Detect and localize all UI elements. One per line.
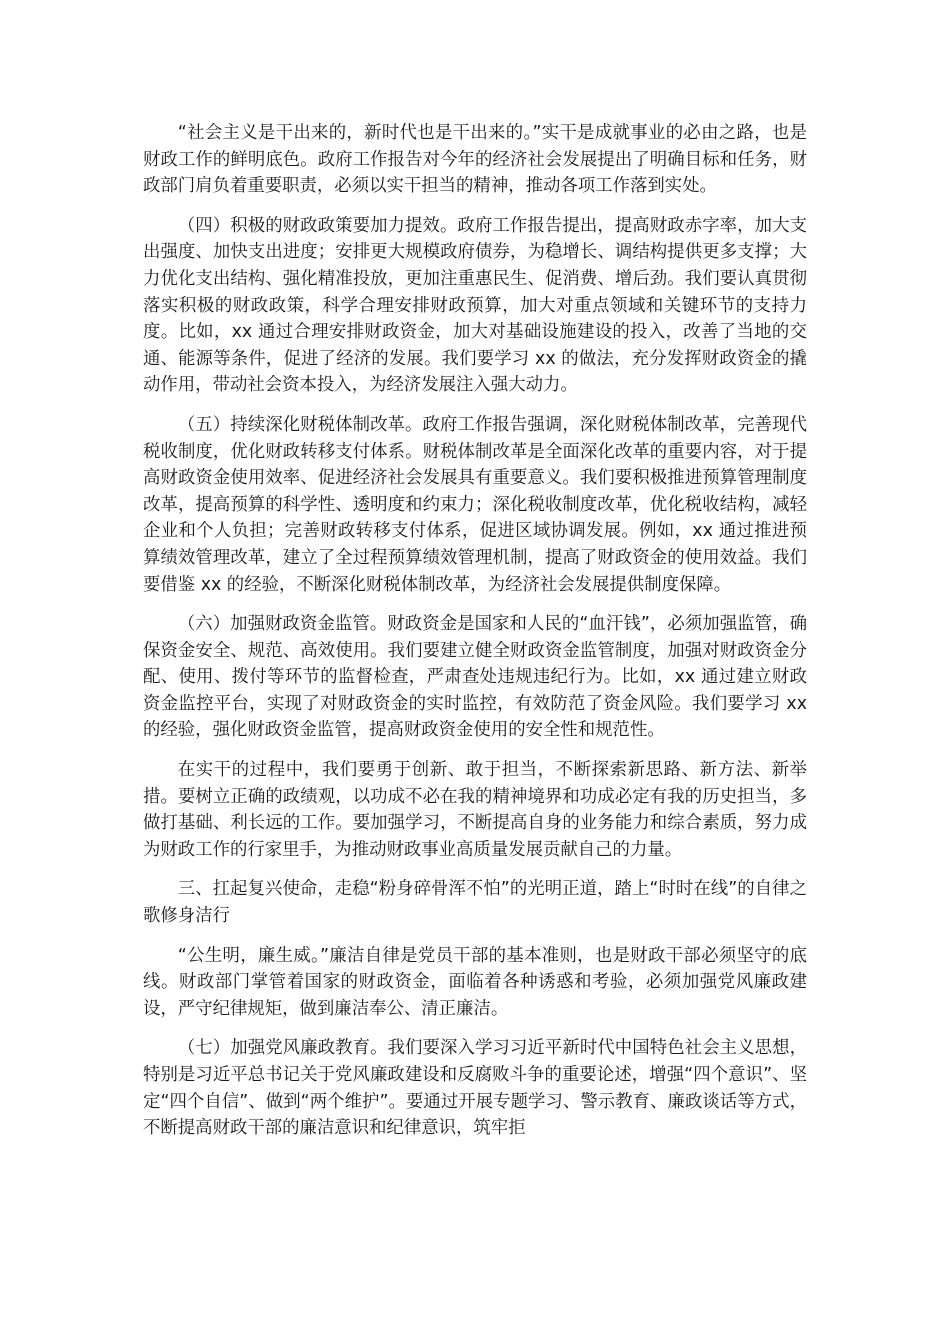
document-body	[143, 120, 807, 1155]
paragraph-integrity-intro: “公生明，廉生威。”廉洁自律是党员干部的基本准则，也是财政干部必须坚守的底线。财政部门掌管着国家的财政资金，面临着各种诱惑和考验，必须加强党风廉政建设，严守纪律规矩，做到廉洁奉公、清正廉洁。	[143, 945, 807, 1019]
paragraph-section-five: （五）持续深化财税体制改革。政府工作报告强调，深化财税体制改革，完善现代税收制度，优化财政转移支付体系。财税体制改革是全面深化改革的重要内容，对于提高财政资金使用效率、促进经济社会发展具有重要意义。我们要积极推进预算管理制度改革，提高预算的科学性、透明度和约束力；深化税收制度改革，优化税收结构，减轻企业和个人负担；完善财政转移支付体系，促进区域协调发展。例如，xx 通过推进预算绩效管理改革，建立了全过程预算绩效管理机制，提高了财政资金的使用效益。我们要借鉴 xx 的经验，不断深化财税体制改革，为经济社会发展提供制度保障。	[143, 414, 807, 595]
paragraph-section-six: （六）加强财政资金监管。财政资金是国家和人民的“血汗钱”，必须加强监管，确保资金安全、规范、高效使用。我们要建立健全财政资金监管制度，加强对财政资金分配、使用、拨付等环节的监督检查，严肃查处违规违纪行为。比如，xx 通过建立财政资金监控平台，实现了对财政资金的实时监控，有效防范了资金风险。我们要学习 xx 的经验，强化财政资金监管，提高财政资金使用的安全性和规范性。	[143, 614, 807, 741]
paragraph-intro-practical-work: “社会主义是干出来的，新时代也是干出来的。”实干是成就事业的必由之路，也是财政工作的鲜明底色。政府工作报告对今年的经济社会发展提出了明确目标和任务，财政部门肩负着重要职责，必须以实干担当的精神，推动各项工作落到实处。	[143, 123, 807, 197]
paragraph-section-seven: （七）加强党风廉政教育。我们要深入学习习近平新时代中国特色社会主义思想，特别是习近平总书记关于党风廉政建设和反腐败斗争的重要论述，增强“四个意识”、坚定“四个自信”、做到“两个维护”。要通过开展专题学习、警示教育、廉政谈话等方式，不断提高财政干部的廉洁意识和纪律意识，筑牢拒	[143, 1038, 807, 1139]
section-heading-three: 三、扛起复兴使命，走稳“粉身碎骨浑不怕”的光明正道，踏上“时时在线”的自律之歌修身洁行	[143, 879, 807, 927]
paragraph-practical-summary: 在实干的过程中，我们要勇于创新、敢于担当，不断探索新思路、新方法、新举措。要树立正确的政绩观，以功成不必在我的精神境界和功成必定有我的历史担当，多做打基础、利长远的工作。要加强学习，不断提高自身的业务能力和综合素质，努力成为财政工作的行家里手，为推动财政事业高质量发展贡献自己的力量。	[143, 760, 807, 860]
paragraph-section-four: （四）积极的财政政策要加力提效。政府工作报告提出，提高财政赤字率，加大支出强度、加快支出进度；安排更大规模政府债券，为稳增长、调结构提供更多支撑；大力优化支出结构、强化精准投放，更加注重惠民生、促消费、增后劲。我们要认真贯彻落实积极的财政政策，科学合理安排财政预算，加大对重点领域和关键环节的支持力度。比如，xx 通过合理安排财政资金，加大对基础设施建设的投入，改善了当地的交通、能源等条件，促进了经济的发展。我们要学习 xx 的做法，充分发挥财政资金的撬动作用，带动社会资本投入，为经济发展注入强大动力。	[143, 215, 807, 396]
